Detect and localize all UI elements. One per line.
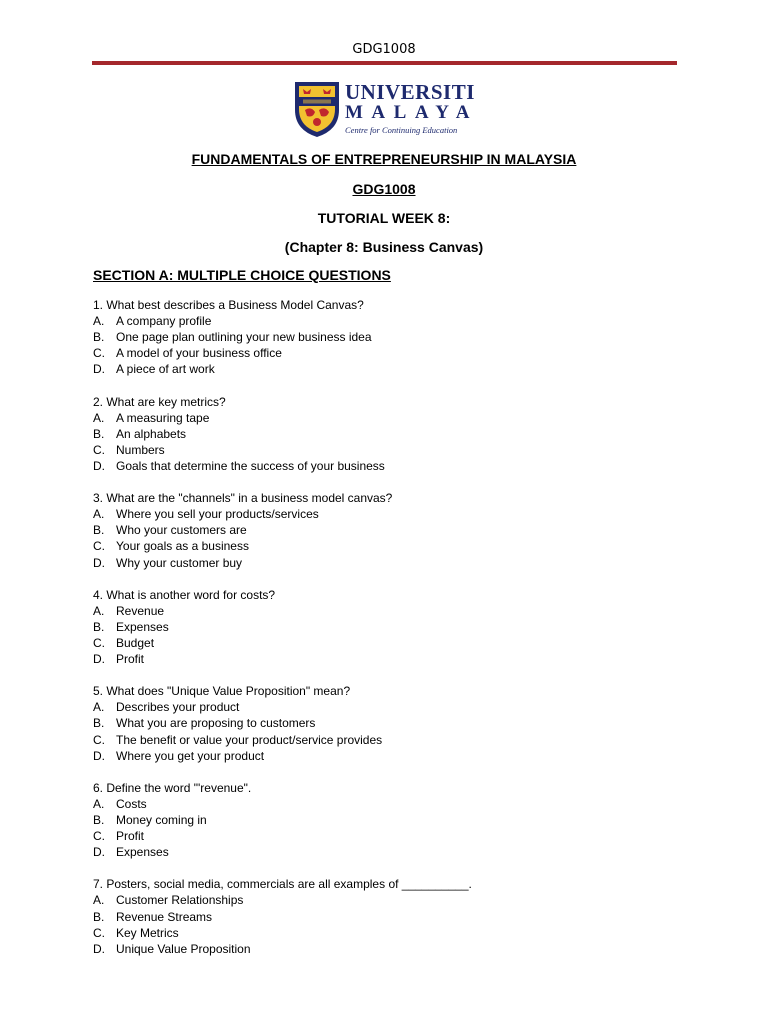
- logo-subtitle: Centre for Continuing Education: [345, 125, 458, 135]
- question-text: 7. Posters, social media, commercials are all examples of __________.: [93, 877, 472, 892]
- question-block: [93, 683, 693, 763]
- option-text: Profit: [116, 829, 145, 844]
- option-text: A measuring tape: [116, 410, 210, 425]
- option-text: Revenue: [116, 603, 165, 618]
- answer-option: [93, 345, 693, 361]
- option-text: Expenses: [116, 845, 169, 860]
- option-letter: A.: [93, 507, 105, 522]
- answer-option: [93, 329, 693, 345]
- answer-option: [93, 715, 693, 731]
- option-text: Customer Relationships: [116, 893, 244, 908]
- question-text: 4. What is another word for costs?: [93, 587, 276, 602]
- answer-option: [93, 732, 693, 748]
- option-letter: B.: [93, 716, 105, 731]
- option-text: What you are proposing to customers: [116, 716, 316, 731]
- answer-option: [93, 619, 693, 635]
- answer-option: [93, 941, 693, 957]
- question-text: 5. What does "Unique Value Proposition" mean?: [93, 684, 351, 699]
- option-letter: C.: [93, 346, 105, 361]
- answer-option: [93, 361, 693, 377]
- course-title: [0, 151, 768, 167]
- option-letter: A.: [93, 700, 105, 715]
- option-letter: B.: [93, 523, 105, 538]
- option-text: Your goals as a business: [116, 539, 249, 554]
- option-letter: C.: [93, 635, 105, 650]
- question-text: 6. Define the word "'revenue".: [93, 780, 252, 795]
- option-text: One page plan outlining your new business idea: [116, 330, 372, 345]
- question-text: 2. What are key metrics?: [93, 394, 226, 409]
- option-letter: D.: [93, 845, 105, 860]
- answer-option: [93, 909, 693, 925]
- option-text: Where you get your product: [116, 748, 265, 763]
- option-text: Numbers: [116, 442, 165, 457]
- option-text: The benefit or value your product/service provides: [116, 732, 383, 747]
- answer-option: [93, 812, 693, 828]
- option-letter: B.: [93, 813, 105, 827]
- option-text: Costs: [116, 796, 147, 811]
- answer-option: [93, 844, 693, 860]
- option-letter: D.: [93, 362, 105, 377]
- crest-icon: [293, 80, 341, 138]
- answer-option: [93, 796, 693, 812]
- questions-list: [93, 297, 693, 973]
- answer-option: [93, 699, 693, 715]
- question-block: [93, 587, 693, 667]
- option-letter: B.: [93, 426, 105, 441]
- option-letter: A.: [93, 893, 105, 908]
- answer-option: [93, 635, 693, 651]
- option-letter: A.: [93, 314, 105, 329]
- tutorial-title: TUTORIAL WEEK 8:: [317, 210, 451, 226]
- option-letter: D.: [93, 941, 105, 956]
- option-text: Expenses: [116, 619, 169, 634]
- option-text: Goals that determine the success of your business: [116, 458, 385, 473]
- header-divider: [92, 61, 677, 65]
- option-letter: C.: [93, 925, 105, 940]
- answer-option: [93, 458, 693, 474]
- answer-option: [93, 538, 693, 554]
- answer-option: [93, 892, 693, 908]
- answer-option: [93, 555, 693, 571]
- option-text: Unique Value Proposition: [116, 941, 251, 956]
- option-text: A model of your business office: [116, 346, 282, 361]
- question-block: [93, 490, 693, 570]
- logo-malaya-word: MALAYA: [345, 102, 479, 123]
- answer-option: [93, 925, 693, 941]
- option-text: Profit: [116, 652, 145, 667]
- option-text: A company profile: [116, 314, 212, 329]
- option-letter: C.: [93, 442, 105, 457]
- question-text: 3. What are the "channels" in a business model canvas?: [93, 491, 393, 506]
- option-letter: C.: [93, 829, 105, 844]
- answer-option: [93, 651, 693, 667]
- answer-option: [93, 313, 693, 329]
- course-title-text: FUNDAMENTALS OF ENTREPRENEURSHIP IN MALAYSIA: [191, 151, 577, 167]
- option-letter: D.: [93, 652, 105, 667]
- option-letter: D.: [93, 748, 105, 763]
- option-text: Revenue Streams: [116, 909, 213, 924]
- option-letter: A.: [93, 796, 105, 811]
- question-text: 1. What best describes a Business Model Canvas?: [93, 298, 364, 312]
- option-text: An alphabets: [116, 426, 187, 441]
- option-letter: B.: [93, 619, 105, 634]
- course-code-title: [0, 181, 768, 197]
- logo-university-word: UNIVERSITI: [345, 80, 475, 104]
- answer-option: [93, 506, 693, 522]
- header-course-code: GDG1008: [352, 42, 416, 57]
- option-text: Who your customers are: [116, 523, 247, 538]
- option-letter: D.: [93, 555, 105, 570]
- question-block: [93, 394, 693, 474]
- chapter-title: (Chapter 8: Business Canvas): [284, 239, 484, 255]
- answer-option: [93, 522, 693, 538]
- option-text: Why your customer buy: [116, 555, 243, 570]
- option-letter: B.: [93, 330, 105, 345]
- answer-option: [93, 748, 693, 764]
- option-text: A piece of art work: [116, 362, 215, 377]
- option-letter: A.: [93, 410, 105, 425]
- answer-option: [93, 442, 693, 458]
- question-block: [93, 780, 693, 860]
- option-text: Budget: [116, 635, 155, 650]
- option-letter: A.: [93, 603, 105, 618]
- course-code-text: GDG1008: [352, 181, 416, 197]
- answer-option: [93, 828, 693, 844]
- question-block: [93, 876, 693, 956]
- answer-option: [93, 603, 693, 619]
- option-text: Key Metrics: [116, 925, 179, 940]
- answer-option: [93, 426, 693, 442]
- option-letter: D.: [93, 458, 105, 473]
- option-letter: C.: [93, 732, 105, 747]
- answer-option: [93, 410, 693, 426]
- university-logo: [293, 80, 483, 140]
- option-text: Money coming in: [116, 813, 207, 827]
- option-text: Describes your product: [116, 700, 240, 715]
- section-heading: SECTION A: MULTIPLE CHOICE QUESTIONS: [93, 267, 391, 283]
- option-letter: C.: [93, 539, 105, 554]
- option-text: Where you sell your products/services: [116, 507, 319, 522]
- option-letter: B.: [93, 909, 105, 924]
- question-block: [93, 297, 693, 377]
